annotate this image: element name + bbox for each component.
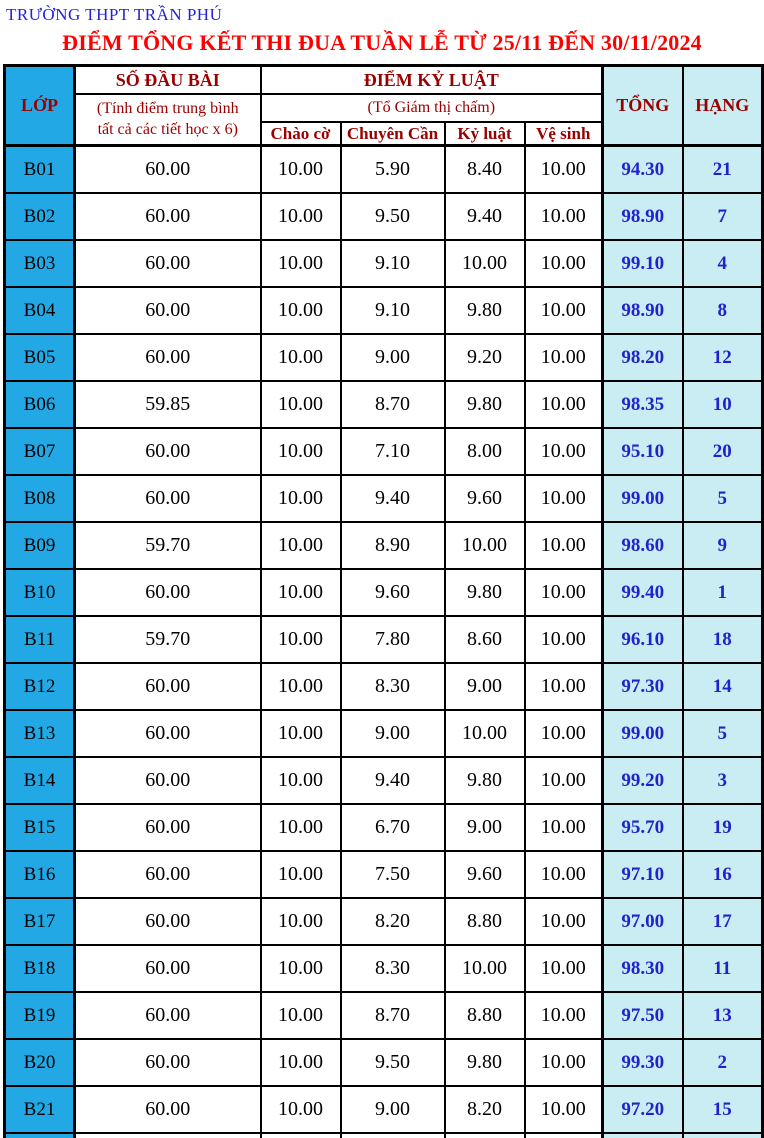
ve-sinh-cell: 10.00 xyxy=(525,710,603,757)
page-title: ĐIỂM TỔNG KẾT THI ĐUA TUẦN LỄ TỪ 25/11 ĐẾN 30/11/2024 xyxy=(62,30,702,55)
ky-luat-cell: 10.00 xyxy=(445,945,525,992)
class-label-cell: B05 xyxy=(5,334,75,381)
hang-cell: 5 xyxy=(683,710,763,757)
tong-cell: 99.00 xyxy=(603,475,683,522)
ve-sinh-cell: 10.00 xyxy=(525,1039,603,1086)
class-label-cell: B01 xyxy=(5,146,75,194)
ky-luat-cell: 10.00 xyxy=(445,240,525,287)
tong-cell: 99.20 xyxy=(603,757,683,804)
table-header xyxy=(5,66,763,146)
chuyen-can-cell: 8.70 xyxy=(341,381,445,428)
ve-sinh-cell: 10.00 xyxy=(525,992,603,1039)
so-dau-bai-note-line2: tất cả các tiết học x 6) xyxy=(97,120,238,138)
ve-sinh-cell: 10.00 xyxy=(525,334,603,381)
chuyen-can-cell: 8.20 xyxy=(341,898,445,945)
table-row xyxy=(5,475,763,522)
so-dau-bai-cell: 60.00 xyxy=(75,569,261,616)
table-row xyxy=(5,663,763,710)
chao-co-cell: 10.00 xyxy=(261,616,341,663)
ve-sinh-cell: 10.00 xyxy=(525,898,603,945)
header-row-1 xyxy=(5,66,763,95)
hang-cell: 20 xyxy=(683,428,763,475)
chuyen-can-cell: 6.70 xyxy=(341,804,445,851)
header-diem-ky-luat: ĐIỂM KỶ LUẬT xyxy=(261,66,603,95)
ve-sinh-cell: 10.00 xyxy=(525,475,603,522)
chuyen-can-cell: 9.10 xyxy=(341,287,445,334)
tong-cell: 98.30 xyxy=(603,945,683,992)
hang-cell: 19 xyxy=(683,804,763,851)
tong-cell: 96.10 xyxy=(603,616,683,663)
chao-co-cell: 10.00 xyxy=(261,569,341,616)
class-label-cell: B16 xyxy=(5,851,75,898)
ky-luat-cell: 9.80 xyxy=(445,569,525,616)
tong-cell: 99.00 xyxy=(603,710,683,757)
hang-cell: 2 xyxy=(683,1039,763,1086)
table-row xyxy=(5,992,763,1039)
chuyen-can-cell: 9.00 xyxy=(341,710,445,757)
class-label-cell: B06 xyxy=(5,381,75,428)
chuyen-can-cell: 5.90 xyxy=(341,146,445,194)
hang-cell: 18 xyxy=(683,616,763,663)
hang-cell xyxy=(683,1133,763,1138)
chuyen-can-cell: 7.50 xyxy=(341,851,445,898)
table-row xyxy=(5,1039,763,1086)
chao-co-cell: 10.00 xyxy=(261,804,341,851)
hang-cell: 14 xyxy=(683,663,763,710)
hang-cell: 4 xyxy=(683,240,763,287)
ve-sinh-cell: 10.00 xyxy=(525,757,603,804)
chuyen-can-cell: 8.70 xyxy=(341,992,445,1039)
chuyen-can-cell: 9.10 xyxy=(341,240,445,287)
table-row xyxy=(5,898,763,945)
partial-next-row xyxy=(5,1133,763,1138)
so-dau-bai-cell: 60.00 xyxy=(75,898,261,945)
chuyen-can-cell: 9.00 xyxy=(341,334,445,381)
table-body xyxy=(5,146,763,1138)
ky-luat-cell xyxy=(445,1133,525,1138)
ky-luat-cell: 9.80 xyxy=(445,1039,525,1086)
table-row xyxy=(5,1086,763,1133)
class-label-cell: B19 xyxy=(5,992,75,1039)
ky-luat-cell: 8.80 xyxy=(445,992,525,1039)
so-dau-bai-cell: 60.00 xyxy=(75,992,261,1039)
ky-luat-cell: 9.80 xyxy=(445,757,525,804)
class-label-cell: B14 xyxy=(5,757,75,804)
chao-co-cell: 10.00 xyxy=(261,1039,341,1086)
class-label-cell: B11 xyxy=(5,616,75,663)
class-label-cell: B10 xyxy=(5,569,75,616)
ve-sinh-cell: 10.00 xyxy=(525,381,603,428)
header-tong: TỔNG xyxy=(603,66,683,146)
ve-sinh-cell xyxy=(525,1133,603,1138)
hang-cell: 3 xyxy=(683,757,763,804)
header-ky-luat: Kỷ luật xyxy=(445,122,525,146)
chuyen-can-cell: 9.60 xyxy=(341,569,445,616)
so-dau-bai-cell: 60.00 xyxy=(75,240,261,287)
chao-co-cell: 10.00 xyxy=(261,146,341,194)
ky-luat-cell: 10.00 xyxy=(445,710,525,757)
ky-luat-cell: 8.60 xyxy=(445,616,525,663)
tong-cell: 99.40 xyxy=(603,569,683,616)
so-dau-bai-cell: 60.00 xyxy=(75,428,261,475)
tong-cell: 98.60 xyxy=(603,522,683,569)
chuyen-can-cell: 7.80 xyxy=(341,616,445,663)
tong-cell: 97.00 xyxy=(603,898,683,945)
chao-co-cell: 10.00 xyxy=(261,710,341,757)
tong-cell: 98.20 xyxy=(603,334,683,381)
chuyen-can-cell: 7.10 xyxy=(341,428,445,475)
header-so-dau-bai: SỐ ĐẦU BÀI xyxy=(75,66,261,95)
tong-cell: 94.30 xyxy=(603,146,683,194)
ky-luat-cell: 8.40 xyxy=(445,146,525,194)
chuyen-can-cell: 8.90 xyxy=(341,522,445,569)
ve-sinh-cell: 10.00 xyxy=(525,287,603,334)
ky-luat-cell: 9.60 xyxy=(445,475,525,522)
so-dau-bai-cell: 60.00 xyxy=(75,851,261,898)
table-row xyxy=(5,146,763,194)
so-dau-bai-cell: 60.00 xyxy=(75,334,261,381)
chuyen-can-cell: 9.50 xyxy=(341,193,445,240)
class-label-cell: B08 xyxy=(5,475,75,522)
ve-sinh-cell: 10.00 xyxy=(525,146,603,194)
hang-cell: 17 xyxy=(683,898,763,945)
so-dau-bai-cell xyxy=(75,1133,261,1138)
hang-cell: 16 xyxy=(683,851,763,898)
hang-cell: 10 xyxy=(683,381,763,428)
hang-cell: 13 xyxy=(683,992,763,1039)
header-hang: HẠNG xyxy=(683,66,763,146)
chao-co-cell: 10.00 xyxy=(261,992,341,1039)
tong-cell: 98.90 xyxy=(603,287,683,334)
class-label-cell: B18 xyxy=(5,945,75,992)
table-row xyxy=(5,522,763,569)
chao-co-cell: 10.00 xyxy=(261,428,341,475)
hang-cell: 11 xyxy=(683,945,763,992)
chao-co-cell: 10.00 xyxy=(261,945,341,992)
hang-cell: 8 xyxy=(683,287,763,334)
chao-co-cell: 10.00 xyxy=(261,757,341,804)
school-name: TRƯỜNG THPT TRẦN PHÚ xyxy=(6,5,223,24)
ve-sinh-cell: 10.00 xyxy=(525,428,603,475)
table-row xyxy=(5,240,763,287)
score-table xyxy=(3,64,764,1138)
table-row xyxy=(5,334,763,381)
chuyen-can-cell: 9.50 xyxy=(341,1039,445,1086)
ky-luat-cell: 8.80 xyxy=(445,898,525,945)
ky-luat-cell: 9.20 xyxy=(445,334,525,381)
chuyen-can-cell: 8.30 xyxy=(341,945,445,992)
tong-cell: 97.50 xyxy=(603,992,683,1039)
header-chuyen-can: Chuyên Cần xyxy=(341,122,445,146)
tong-cell: 97.10 xyxy=(603,851,683,898)
tong-cell: 97.30 xyxy=(603,663,683,710)
class-label-cell: B12 xyxy=(5,663,75,710)
chao-co-cell: 10.00 xyxy=(261,381,341,428)
table-row xyxy=(5,616,763,663)
chao-co-cell: 10.00 xyxy=(261,334,341,381)
hang-cell: 1 xyxy=(683,569,763,616)
ky-luat-cell: 10.00 xyxy=(445,522,525,569)
chao-co-cell: 10.00 xyxy=(261,193,341,240)
chao-co-cell: 10.00 xyxy=(261,1086,341,1133)
class-label-cell: B07 xyxy=(5,428,75,475)
so-dau-bai-cell: 60.00 xyxy=(75,804,261,851)
chao-co-cell: 10.00 xyxy=(261,522,341,569)
ve-sinh-cell: 10.00 xyxy=(525,193,603,240)
hang-cell: 21 xyxy=(683,146,763,194)
chuyen-can-cell: 9.00 xyxy=(341,1086,445,1133)
ky-luat-cell: 9.00 xyxy=(445,663,525,710)
header-so-dau-bai-note xyxy=(75,94,261,146)
tong-cell: 98.90 xyxy=(603,193,683,240)
class-label-cell: B21 xyxy=(5,1086,75,1133)
class-label-cell: B15 xyxy=(5,804,75,851)
table-row xyxy=(5,945,763,992)
so-dau-bai-cell: 60.00 xyxy=(75,475,261,522)
table-row xyxy=(5,287,763,334)
table-row xyxy=(5,804,763,851)
ve-sinh-cell: 10.00 xyxy=(525,851,603,898)
chuyen-can-cell: 9.40 xyxy=(341,475,445,522)
tong-cell: 99.10 xyxy=(603,240,683,287)
so-dau-bai-cell: 60.00 xyxy=(75,757,261,804)
ky-luat-cell: 9.60 xyxy=(445,851,525,898)
ky-luat-cell: 8.00 xyxy=(445,428,525,475)
so-dau-bai-cell: 59.70 xyxy=(75,522,261,569)
header-giam-thi-note: (Tổ Giám thị chấm) xyxy=(261,94,603,122)
ky-luat-cell: 9.40 xyxy=(445,193,525,240)
tong-cell: 97.20 xyxy=(603,1086,683,1133)
class-label-cell: B17 xyxy=(5,898,75,945)
hang-cell: 7 xyxy=(683,193,763,240)
class-label-cell: B04 xyxy=(5,287,75,334)
so-dau-bai-cell: 60.00 xyxy=(75,1086,261,1133)
chao-co-cell xyxy=(261,1133,341,1138)
chuyen-can-cell xyxy=(341,1133,445,1138)
so-dau-bai-cell: 60.00 xyxy=(75,146,261,194)
hang-cell: 15 xyxy=(683,1086,763,1133)
header-lop: LỚP xyxy=(5,66,75,146)
ve-sinh-cell: 10.00 xyxy=(525,663,603,710)
ve-sinh-cell: 10.00 xyxy=(525,240,603,287)
so-dau-bai-cell: 59.70 xyxy=(75,616,261,663)
chao-co-cell: 10.00 xyxy=(261,851,341,898)
tong-cell: 95.10 xyxy=(603,428,683,475)
ve-sinh-cell: 10.00 xyxy=(525,569,603,616)
table-row xyxy=(5,381,763,428)
table-row xyxy=(5,428,763,475)
class-label-cell xyxy=(5,1133,75,1138)
so-dau-bai-cell: 60.00 xyxy=(75,193,261,240)
class-label-cell: B03 xyxy=(5,240,75,287)
so-dau-bai-cell: 60.00 xyxy=(75,663,261,710)
class-label-cell: B13 xyxy=(5,710,75,757)
chao-co-cell: 10.00 xyxy=(261,898,341,945)
header-chao-co: Chào cờ xyxy=(261,122,341,146)
so-dau-bai-cell: 60.00 xyxy=(75,287,261,334)
table-row xyxy=(5,710,763,757)
so-dau-bai-cell: 60.00 xyxy=(75,1039,261,1086)
table-row xyxy=(5,569,763,616)
ve-sinh-cell: 10.00 xyxy=(525,804,603,851)
hang-cell: 12 xyxy=(683,334,763,381)
hang-cell: 5 xyxy=(683,475,763,522)
chuyen-can-cell: 8.30 xyxy=(341,663,445,710)
ve-sinh-cell: 10.00 xyxy=(525,616,603,663)
ky-luat-cell: 9.00 xyxy=(445,804,525,851)
tong-cell: 98.35 xyxy=(603,381,683,428)
tong-cell xyxy=(603,1133,683,1138)
ky-luat-cell: 9.80 xyxy=(445,381,525,428)
chao-co-cell: 10.00 xyxy=(261,475,341,522)
chao-co-cell: 10.00 xyxy=(261,240,341,287)
chao-co-cell: 10.00 xyxy=(261,287,341,334)
ve-sinh-cell: 10.00 xyxy=(525,522,603,569)
table-row xyxy=(5,757,763,804)
so-dau-bai-cell: 60.00 xyxy=(75,945,261,992)
tong-cell: 99.30 xyxy=(603,1039,683,1086)
ve-sinh-cell: 10.00 xyxy=(525,945,603,992)
table-row xyxy=(5,193,763,240)
so-dau-bai-cell: 60.00 xyxy=(75,710,261,757)
class-label-cell: B09 xyxy=(5,522,75,569)
tong-cell: 95.70 xyxy=(603,804,683,851)
ve-sinh-cell: 10.00 xyxy=(525,1086,603,1133)
chao-co-cell: 10.00 xyxy=(261,663,341,710)
so-dau-bai-cell: 59.85 xyxy=(75,381,261,428)
chuyen-can-cell: 9.40 xyxy=(341,757,445,804)
so-dau-bai-note-line1: (Tính điểm trung bình xyxy=(96,99,239,117)
table-row xyxy=(5,851,763,898)
class-label-cell: B02 xyxy=(5,193,75,240)
hang-cell: 9 xyxy=(683,522,763,569)
class-label-cell: B20 xyxy=(5,1039,75,1086)
header-ve-sinh: Vệ sinh xyxy=(525,122,603,146)
ky-luat-cell: 8.20 xyxy=(445,1086,525,1133)
ky-luat-cell: 9.80 xyxy=(445,287,525,334)
